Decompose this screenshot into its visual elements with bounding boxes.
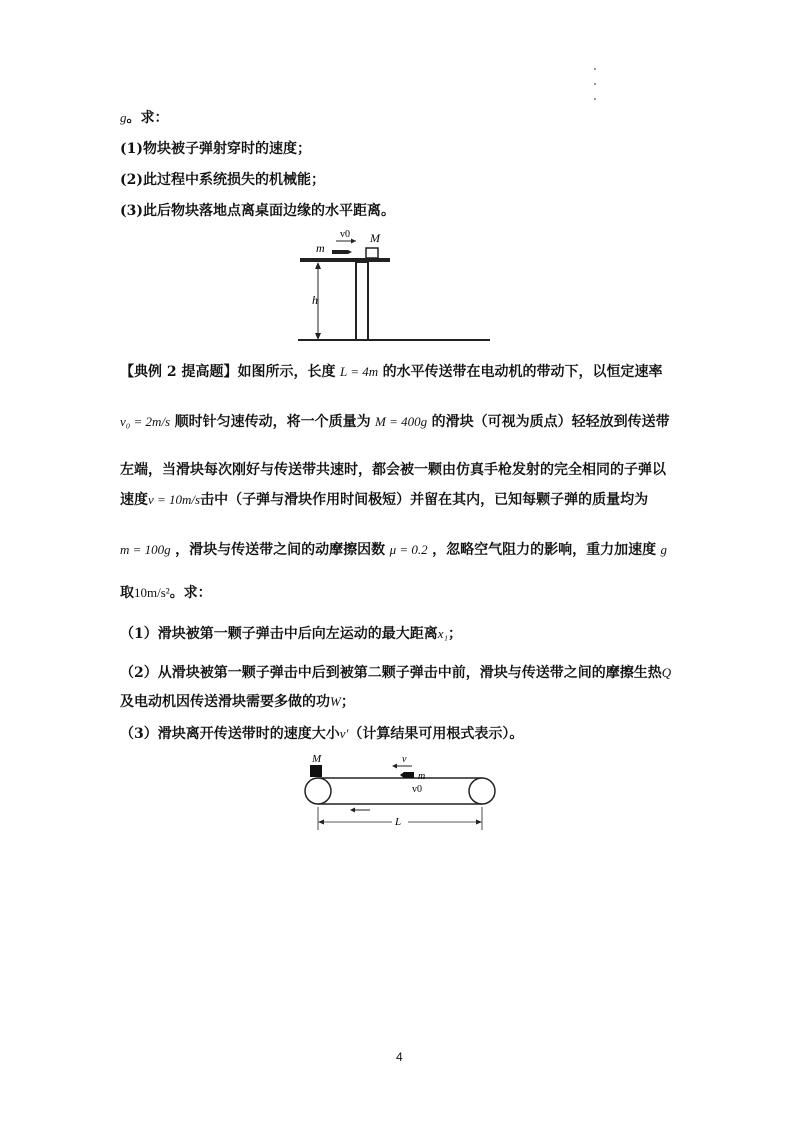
example2-q2-line1 [120,663,671,683]
q2-text-a: （2）从滑块被第一颗子弹击中后到被第二颗子弹击中前，滑块与传送带之间的摩擦生热 [120,665,662,681]
label-M: M [312,753,322,765]
label-v: v [402,754,407,765]
belt-arrowhead [350,808,355,813]
v0-arrowhead [351,239,356,244]
var-g: g [120,110,127,125]
intro-text: 。求： [126,110,169,126]
example2-q3 [120,724,523,744]
example2-q1 [120,624,462,644]
math-m: m = 100g [120,542,171,557]
problem1-intro [120,108,169,128]
block-M [366,248,378,258]
line4-b: 击中（子弹与滑块作用时间极短）并留在其内，已知每颗子弹的质量均为 [200,492,649,508]
problem1-q2: (2)此过程中系统损失的机械能； [120,172,325,188]
var-x1: x₁ [437,626,449,641]
line5-a: ，滑块与传送带之间的动摩擦因数 [175,542,386,558]
q2-text-b: 及电动机因传送滑块需要多做的功 [120,694,330,710]
table-figure [290,226,500,346]
q3-text-a: （3）滑块离开传送带时的速度大小 [120,726,340,742]
example2-title: 【典例 2 提高题】 [120,364,238,380]
var-v-prime: v′ [339,726,349,741]
var-Q: Q [661,665,672,680]
problem1-q3: (3)此后物块落地点离桌面边缘的水平距离。 [120,203,395,219]
q1-end: ； [448,626,463,642]
label-m: m [316,241,325,255]
math-M: M = 400g [375,414,428,429]
label-m: m [418,771,426,782]
label-L: L [395,816,402,828]
example2-line2 [120,412,670,432]
math-mu: μ = 0.2 [389,542,428,557]
label-v0: v0 [412,784,422,795]
label-M: M [370,231,380,245]
line1-b: 的水平传送带在电动机的带动下，以恒定速率 [382,364,663,380]
line6-b: 。求： [169,585,212,601]
q3-text-b: （计算结果可用根式表示）。 [348,726,524,742]
math-v0: v₀ = 2m/s [120,414,171,429]
line5-b: ，忽略空气阻力的影响，重力加速度 [432,542,657,558]
var-W: W [330,694,341,709]
math-L: L = 4m [339,364,379,379]
line2-a: 顺时针匀速传动，将一个质量为 [174,414,371,430]
label-h: h [312,293,318,307]
dim-arrow-left [318,820,324,825]
example2-q2-line2 [120,692,355,712]
roller-right [469,778,495,804]
height-arrowhead-bottom [315,333,321,340]
line6-a: 取 [120,585,134,601]
label-v0: v0 [340,229,350,240]
roller-left [305,778,331,804]
example2-line5 [120,540,667,560]
block-M [310,765,322,777]
example2-line6 [120,583,212,603]
conveyor-figure [300,752,510,834]
v-arrowhead [392,764,397,769]
line4-a: 速度 [120,492,148,508]
math-v: v = 10m/s [148,492,201,507]
page-number: 4 [396,1050,403,1064]
line2-b: 的滑块（可视为质点）轻轻放到传送带 [431,414,670,430]
height-arrowhead-top [315,262,321,269]
math-g-value: 10m/s² [134,585,170,600]
var-g2: g [660,542,668,557]
example2-line3: 左端，当滑块每次刚好与传送带共速时，都会被一颗由仿真手枪发射的完全相同的子弹以 [120,462,666,478]
line1-a: 如图所示，长度 [237,364,336,380]
bullet [332,250,352,254]
table-leg [356,262,368,340]
corner-dots [594,68,596,113]
q2-end: ； [340,694,355,710]
example2-line4 [120,490,648,510]
dim-arrow-right [476,820,482,825]
problem1-q1: (1)物块被子弹射穿时的速度； [120,141,311,157]
q1-text: （1）滑块被第一颗子弹击中后向左运动的最大距离 [120,626,438,642]
bullet [400,772,414,778]
example2-line1 [120,362,663,382]
